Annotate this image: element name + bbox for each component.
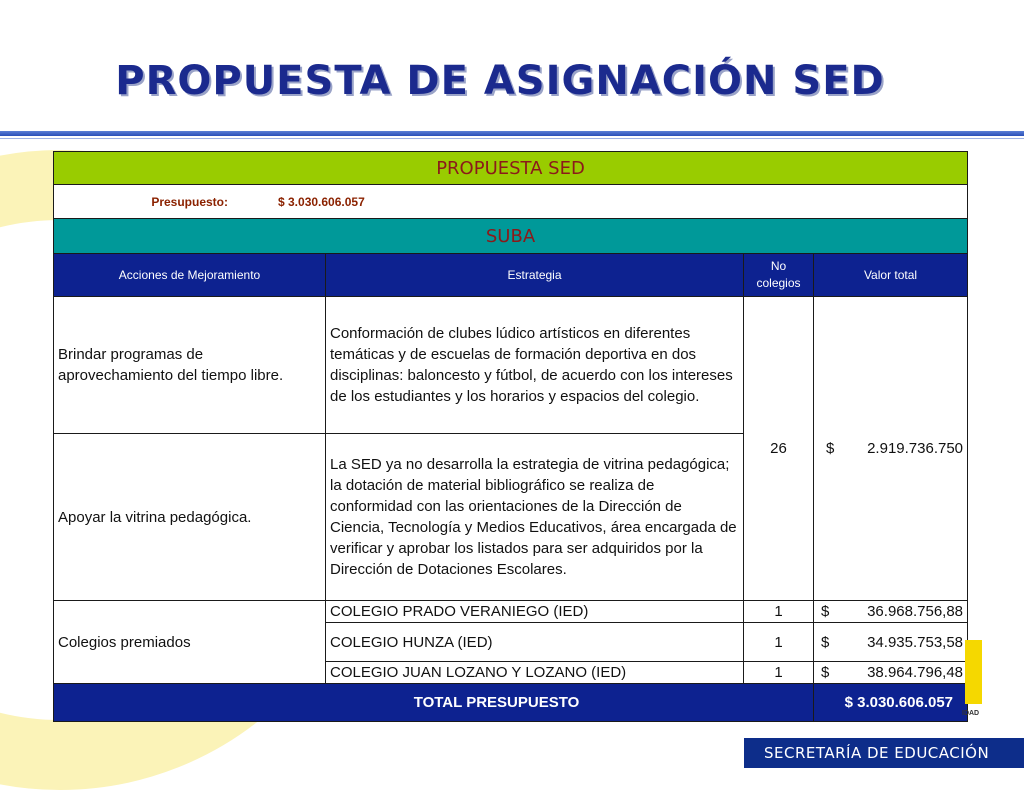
budget-label: Presupuesto: [151, 194, 228, 209]
budget-cell [54, 185, 968, 219]
school-currency: $ [821, 603, 830, 620]
col-schools-line1: No [770, 259, 787, 273]
budget-value: $ 3.030.606.057 [278, 194, 365, 209]
locality-row [54, 219, 968, 254]
budget-table [53, 151, 968, 722]
slide-title: PROPUESTA DE ASIGNACIÓN SED [115, 58, 885, 104]
table-header: PROPUESTA SED [54, 152, 968, 185]
title-rule [0, 131, 1024, 136]
total-value: $ 3.030.606.057 [814, 684, 968, 722]
merged-amount: 2.919.736.750 [867, 440, 964, 457]
awards-action-cell: Colegios premiados [54, 601, 326, 684]
total-row [54, 684, 968, 722]
merged-currency: $ [826, 440, 835, 457]
school-amount: 34.935.753,58 [867, 633, 964, 651]
column-header-row [54, 254, 968, 297]
budget-row [54, 185, 968, 219]
school-value [814, 623, 968, 662]
logo-strip [965, 640, 982, 704]
col-total-value: Valor total [814, 254, 968, 297]
school-value [814, 601, 968, 623]
table-row [54, 297, 968, 434]
action-cell: Apoyar la vitrina pedagógica. [54, 434, 326, 601]
strategy-cell: Conformación de clubes lúdico artísticos en diferentes temáticas y de escuelas de formación deportiva en dos disciplinas: baloncesto y fútbol, de acuerdo con los intereses de los estudiantes y los horarios y espacios del colegio. [326, 297, 744, 434]
footer-banner: SECRETARÍA DE EDUCACIÓN [744, 738, 1024, 768]
school-count: 1 [744, 623, 814, 662]
school-name: COLEGIO HUNZA (IED) [326, 623, 744, 662]
school-amount: 36.968.756,88 [867, 603, 964, 620]
school-count: 1 [744, 601, 814, 623]
total-label: TOTAL PRESUPUESTO [54, 684, 814, 722]
title-rule-thin [0, 138, 1024, 139]
merged-count: 26 [744, 297, 814, 601]
locality-label: SUBA [54, 219, 968, 254]
school-currency: $ [821, 633, 830, 651]
table-header-row [54, 152, 968, 185]
school-name: COLEGIO PRADO VERANIEGO (IED) [326, 601, 744, 623]
strategy-cell: La SED ya no desarrolla la estrategia de vitrina pedagógica; la dotación de material bibliográfico se realiza de conformidad con las orientaciones de la Dirección de Ciencia, Tecnología y Medios Educativos, área encargada de verificar y aprobar los listados para ser adquiridos por la Dirección de Dotaciones Escolares. [326, 434, 744, 601]
merged-value [814, 297, 968, 601]
col-strategy: Estrategia [326, 254, 744, 297]
award-row [54, 601, 968, 623]
col-actions: Acciones de Mejoramiento [54, 254, 326, 297]
school-count: 1 [744, 662, 814, 684]
school-name: COLEGIO JUAN LOZANO Y LOZANO (IED) [326, 662, 744, 684]
action-cell: Brindar programas de aprovechamiento del tiempo libre. [54, 297, 326, 434]
school-value [814, 662, 968, 684]
col-schools-line2: colegios [756, 276, 801, 290]
col-schools [744, 254, 814, 297]
school-amount: 38.964.796,48 [867, 664, 964, 681]
logo-fragment: IDAD [962, 710, 980, 717]
school-currency: $ [821, 664, 830, 681]
